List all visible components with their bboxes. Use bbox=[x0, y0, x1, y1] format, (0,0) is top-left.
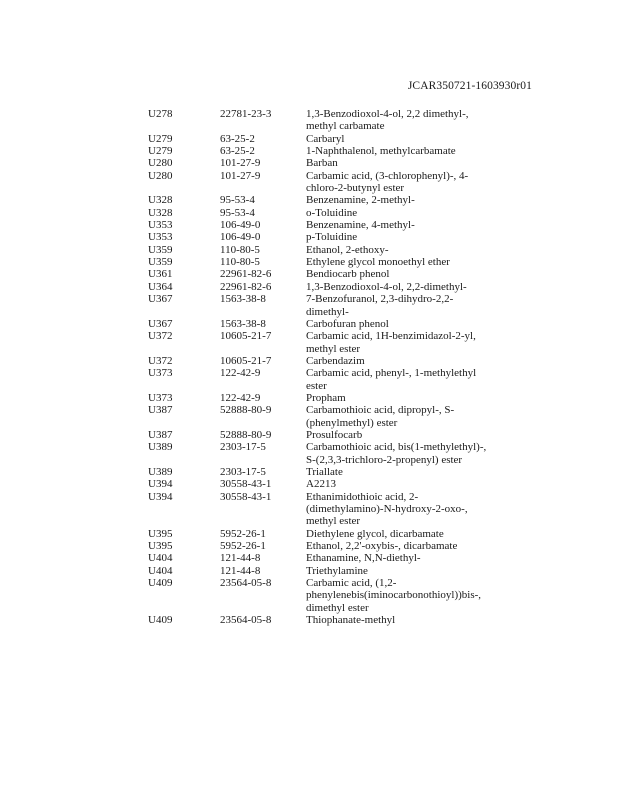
document-id: JCAR350721-1603930r01 bbox=[407, 80, 532, 92]
waste-code: U373 bbox=[148, 391, 173, 404]
cas-number: 1563-38-8 bbox=[220, 317, 266, 330]
table-row bbox=[148, 219, 508, 231]
substance-name: Carbamic acid, 1H-benzimidazol-2-yl, methyl ester bbox=[306, 330, 476, 355]
table-row bbox=[148, 540, 508, 552]
table-row bbox=[148, 614, 508, 626]
table-row bbox=[148, 170, 508, 195]
cas-number: 5952-26-1 bbox=[220, 540, 266, 553]
substance-name: Carbaryl bbox=[306, 132, 345, 145]
substance-name: Triethylamine bbox=[306, 564, 368, 577]
substance-name: Carbendazim bbox=[306, 354, 365, 367]
table-row bbox=[148, 466, 508, 478]
substance-name: 1,3-Benzodioxol-4-ol, 2,2-dimethyl- bbox=[306, 280, 467, 293]
waste-code: U404 bbox=[148, 552, 173, 565]
substance-name: Ethylene glycol monoethyl ether bbox=[306, 256, 450, 269]
cas-number: 22781-23-3 bbox=[220, 108, 272, 120]
substance-name: Ethanimidothioic acid, 2- (dimethylamino)-N-hydroxy-2-oxo-, methyl ester bbox=[306, 490, 468, 528]
table-row bbox=[148, 552, 508, 564]
waste-code: U359 bbox=[148, 256, 173, 269]
waste-code: U353 bbox=[148, 219, 173, 232]
waste-code: U394 bbox=[148, 478, 173, 491]
table-row bbox=[148, 392, 508, 404]
waste-code: U394 bbox=[148, 490, 173, 503]
cas-number: 63-25-2 bbox=[220, 145, 255, 158]
waste-code: U404 bbox=[148, 564, 173, 577]
substance-name: o-Toluidine bbox=[306, 206, 358, 219]
waste-code: U367 bbox=[148, 317, 173, 330]
cas-number: 122-42-9 bbox=[220, 367, 261, 380]
waste-code: U395 bbox=[148, 527, 173, 540]
cas-number: 2303-17-5 bbox=[220, 441, 266, 454]
cas-number: 23564-05-8 bbox=[220, 614, 272, 627]
waste-code: U280 bbox=[148, 169, 173, 182]
cas-number: 121-44-8 bbox=[220, 552, 261, 565]
table-row bbox=[148, 355, 508, 367]
cas-number: 106-49-0 bbox=[220, 219, 261, 232]
table-row bbox=[148, 429, 508, 441]
substance-name: 7-Benzofuranol, 2,3-dihydro-2,2- dimethyl- bbox=[306, 293, 454, 318]
substance-name: Diethylene glycol, dicarbamate bbox=[306, 527, 444, 540]
table-row bbox=[148, 157, 508, 169]
substance-name: Benzenamine, 2-methyl- bbox=[306, 194, 415, 207]
table-row bbox=[148, 330, 508, 355]
table-row bbox=[148, 281, 508, 293]
table-row bbox=[148, 565, 508, 577]
table-row bbox=[148, 318, 508, 330]
substance-name: Carbamic acid, phenyl-, 1-methylethyl ester bbox=[306, 367, 477, 392]
table-row bbox=[148, 367, 508, 392]
substance-name: Ethanol, 2,2'-oxybis-, dicarbamate bbox=[306, 540, 458, 553]
waste-code: U409 bbox=[148, 577, 173, 590]
waste-code: U409 bbox=[148, 614, 173, 627]
cas-number: 30558-43-1 bbox=[220, 490, 272, 503]
waste-code-table bbox=[148, 108, 508, 626]
table-row bbox=[148, 244, 508, 256]
substance-name: 1,3-Benzodioxol-4-ol, 2,2 dimethyl-, methyl carbamate bbox=[306, 108, 469, 133]
cas-number: 22961-82-6 bbox=[220, 280, 272, 293]
cas-number: 110-80-5 bbox=[220, 243, 260, 256]
waste-code: U395 bbox=[148, 540, 173, 553]
table-row bbox=[148, 441, 508, 466]
waste-code: U372 bbox=[148, 330, 173, 343]
substance-name: Carbofuran phenol bbox=[306, 317, 389, 330]
cas-number: 22961-82-6 bbox=[220, 268, 272, 281]
table-row bbox=[148, 404, 508, 429]
waste-code: U280 bbox=[148, 157, 173, 170]
cas-number: 10605-21-7 bbox=[220, 330, 272, 343]
substance-name: Ethanamine, N,N-diethyl- bbox=[306, 552, 421, 565]
substance-name: p-Toluidine bbox=[306, 231, 358, 244]
waste-code: U372 bbox=[148, 354, 173, 367]
waste-code: U278 bbox=[148, 108, 173, 120]
table-row bbox=[148, 478, 508, 490]
waste-code: U353 bbox=[148, 231, 173, 244]
cas-number: 23564-05-8 bbox=[220, 577, 272, 590]
waste-code: U279 bbox=[148, 132, 173, 145]
cas-number: 101-27-9 bbox=[220, 169, 261, 182]
cas-number: 63-25-2 bbox=[220, 132, 255, 145]
waste-code: U361 bbox=[148, 268, 173, 281]
table-row bbox=[148, 133, 508, 145]
table-row bbox=[148, 231, 508, 243]
substance-name: Benzenamine, 4-methyl- bbox=[306, 219, 415, 232]
table-row bbox=[148, 256, 508, 268]
table-row bbox=[148, 145, 508, 157]
table-row bbox=[148, 293, 508, 318]
cas-number: 30558-43-1 bbox=[220, 478, 272, 491]
cas-number: 95-53-4 bbox=[220, 194, 255, 207]
substance-name: Carbamothioic acid, dipropyl-, S- (phenylmethyl) ester bbox=[306, 404, 455, 429]
waste-code: U387 bbox=[148, 428, 173, 441]
substance-name: Bendiocarb phenol bbox=[306, 268, 390, 281]
substance-name: Carbamic acid, (3-chlorophenyl)-, 4- chloro-2-butynyl ester bbox=[306, 169, 469, 195]
table-row bbox=[148, 194, 508, 206]
cas-number: 1563-38-8 bbox=[220, 293, 266, 306]
substance-name: Thiophanate-methyl bbox=[306, 614, 396, 627]
substance-name: Carbamothioic acid, bis(1-methylethyl)-, S-(2,3,3-trichloro-2-propenyl) ester bbox=[306, 441, 487, 466]
substance-name: Prosulfocarb bbox=[306, 428, 363, 441]
substance-name: Propham bbox=[306, 391, 346, 404]
waste-code: U359 bbox=[148, 243, 173, 256]
table-row bbox=[148, 577, 508, 614]
waste-code: U367 bbox=[148, 293, 173, 306]
cas-number: 2303-17-5 bbox=[220, 465, 266, 478]
cas-number: 10605-21-7 bbox=[220, 354, 272, 367]
cas-number: 101-27-9 bbox=[220, 157, 261, 170]
substance-name: 1-Naphthalenol, methylcarbamate bbox=[306, 145, 456, 158]
cas-number: 122-42-9 bbox=[220, 391, 261, 404]
cas-number: 106-49-0 bbox=[220, 231, 261, 244]
waste-code: U387 bbox=[148, 404, 173, 417]
cas-number: 110-80-5 bbox=[220, 256, 260, 269]
table-row bbox=[148, 207, 508, 219]
cas-number: 52888-80-9 bbox=[220, 428, 272, 441]
table-row bbox=[148, 268, 508, 280]
table-row bbox=[148, 108, 508, 133]
table-row bbox=[148, 528, 508, 540]
waste-code: U328 bbox=[148, 194, 173, 207]
waste-code: U364 bbox=[148, 280, 173, 293]
substance-name: Carbamic acid, (1,2- phenylenebis(iminocarbonothioyl))bis-, dimethyl ester bbox=[306, 577, 482, 614]
cas-number: 121-44-8 bbox=[220, 564, 261, 577]
waste-code: U389 bbox=[148, 465, 173, 478]
cas-number: 95-53-4 bbox=[220, 206, 255, 219]
substance-name: Ethanol, 2-ethoxy- bbox=[306, 243, 389, 256]
waste-code: U373 bbox=[148, 367, 173, 380]
table-row bbox=[148, 491, 508, 528]
substance-name: Barban bbox=[306, 157, 338, 170]
substance-name: A2213 bbox=[306, 478, 336, 491]
cas-number: 5952-26-1 bbox=[220, 527, 266, 540]
waste-code: U279 bbox=[148, 145, 173, 158]
cas-number: 52888-80-9 bbox=[220, 404, 272, 417]
waste-code: U328 bbox=[148, 206, 173, 219]
waste-code: U389 bbox=[148, 441, 173, 454]
substance-name: Triallate bbox=[306, 465, 343, 478]
